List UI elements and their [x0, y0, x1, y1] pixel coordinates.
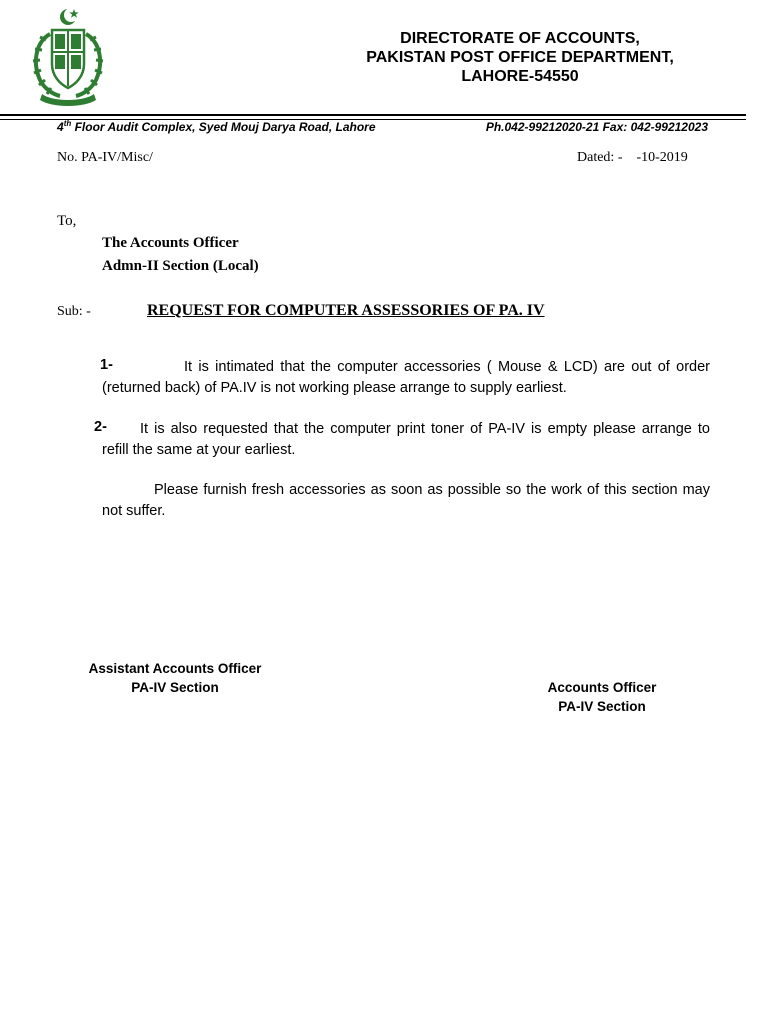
address-text: Floor Audit Complex, Syed Mouj Darya Road, Lahore: [71, 120, 376, 134]
addressee-section: Admn-II Section (Local): [102, 258, 259, 274]
signature-left: [82, 659, 268, 697]
addressee-title: The Accounts Officer: [102, 235, 239, 251]
to-label: To,: [57, 213, 77, 229]
signature-left-section: PA-IV Section: [131, 680, 219, 695]
signature-right-title: Accounts Officer: [547, 680, 657, 695]
signature-left-title: Assistant Accounts Officer: [88, 661, 262, 676]
phone-fax: Ph.042-99212020-21 Fax: 042-99212023: [485, 120, 708, 134]
paragraph-2-text: It is also requested that the computer print toner of PA-IV is empty please arrange to refill the same at your earliest.: [102, 421, 710, 458]
address-floor-suffix: th: [63, 119, 72, 128]
signature-right-section: PA-IV Section: [558, 699, 646, 714]
subject-line: REQUEST FOR COMPUTER ASSESSORIES OF PA. IV: [147, 302, 545, 319]
signature-right: [520, 678, 684, 716]
letterhead-line-3: LAHORE-54550: [461, 68, 579, 85]
header-rule-thick: [0, 114, 746, 116]
paragraph-3-text: Please furnish fresh accessories as soon as possible so the work of this section may not suffer.: [102, 482, 710, 519]
paragraph-1-number: 1-: [100, 357, 113, 373]
paragraph-1-text: It is intimated that the computer accessories ( Mouse & LCD) are out of order (returned back) of PA.IV is not working please arrange to supply earliest.: [102, 359, 710, 396]
office-address: [57, 119, 376, 135]
address-floor-number: 4: [57, 120, 64, 134]
reference-number: No. PA-IV/Misc/: [57, 150, 153, 165]
paragraph-2-number: 2-: [94, 419, 107, 435]
letterhead-line-2: PAKISTAN POST OFFICE DEPARTMENT,: [366, 49, 674, 66]
subject-label: Sub: -: [57, 304, 91, 319]
letter-date: Dated: - -10-2019: [577, 150, 688, 165]
state-emblem-icon: [22, 6, 114, 110]
letterhead-line-1: DIRECTORATE OF ACCOUNTS,: [400, 30, 640, 47]
letterhead: [290, 29, 750, 86]
